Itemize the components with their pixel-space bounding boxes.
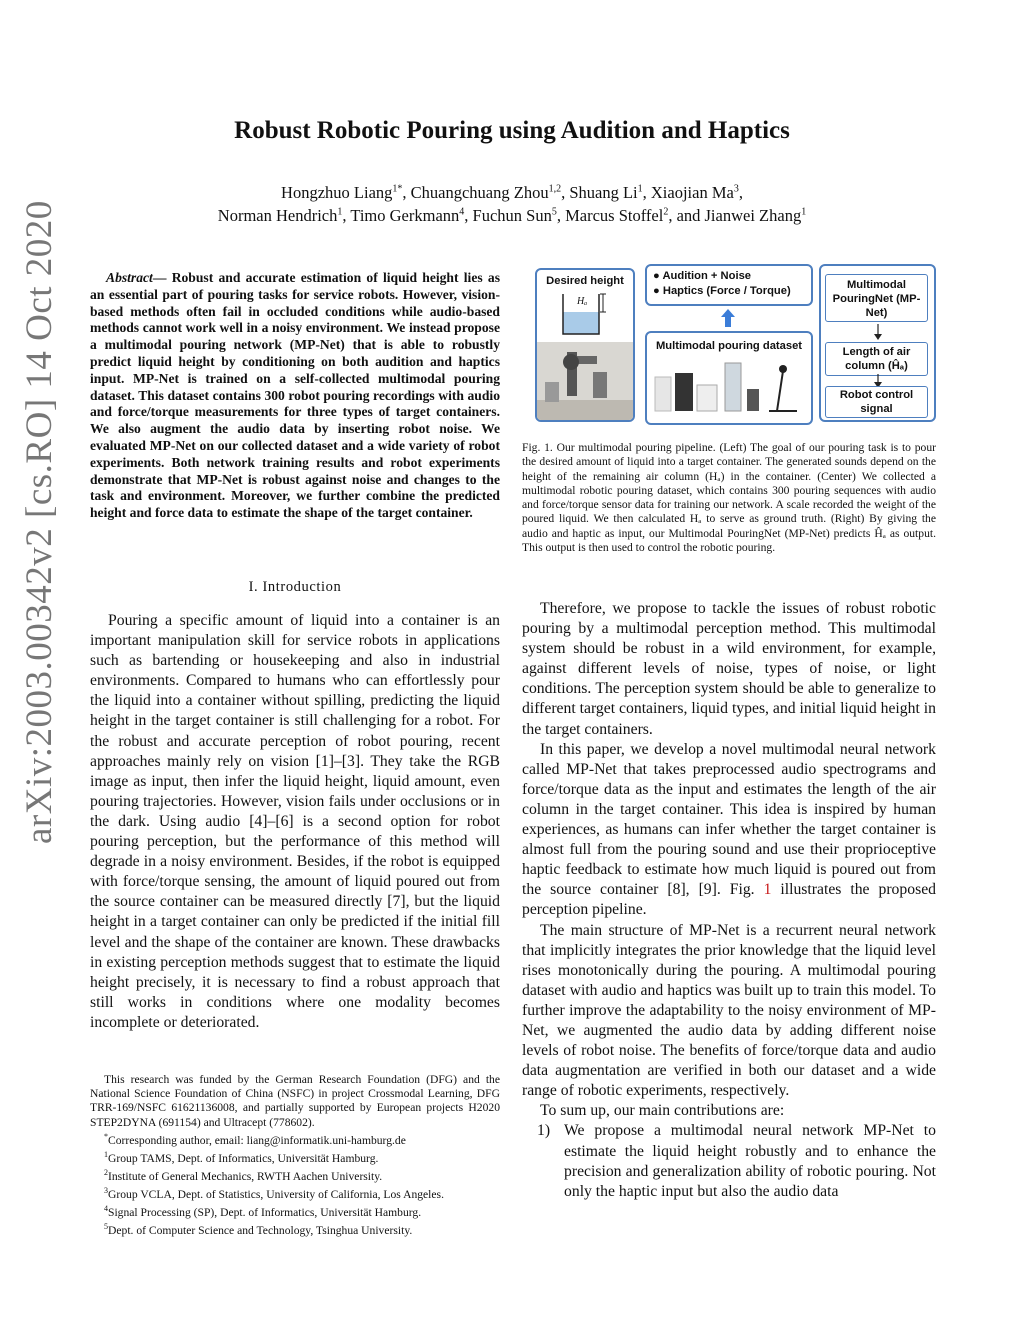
fig-mpnet-box	[825, 274, 928, 322]
footnote: $^4$Signal Processing (SP), Dept. of Informatics, Universität Hamburg.	[104, 1204, 422, 1219]
arxiv-stamp: arXiv:2003.00342v2 [cs.RO] 14 Oct 2020	[19, 200, 60, 844]
footnotes	[90, 1073, 500, 1238]
funding-note: This research was funded by the German Research Foundation (DFG) and the National Science Foundation of China (NSFC) in project Crossmodal Learning, DFG TRR-169/NSFC 61621136008, and partially supported by European projects H2020 STEP2DYNA (691154) and Ultracept (778602).	[90, 1073, 500, 1129]
fig-modality-audition: ● Audition + Noise	[653, 270, 752, 282]
intro-paragraph: Pouring a specific amount of liquid into a container is an important manipulation skill for service robots in applications such as bartending or housekeeping and also in industrial environments. Compared to humans who can effortlessly pour the liquid into a container without spilling, predicting the liquid height in the target container is still challenging for a robot. For the robust and accurate perception of robot pouring, recent approaches mainly rely on vision [1]–[3]. They take the RGB image as input, then infer the liquid height, liquid amount, even pouring trajectories. However, vision fails under occlusions or in the dark. Using audio [4]–[6] is a second option for robot pouring perception, but the performance of this method will degrade in a noisy environment. Besides, if the robot is equipped with force/torque sensing, the amount of liquid poured out from the source container can be measured directly [7], but the liquid height in a target container can only be predicted if the initial fill level and the shape of the container are known. These drawbacks in existing perception methods suggest that to estimate the liquid height precisely, it is necessary to find a robust approach that still works in conditions where one modality becomes incomplete or deteriorated.	[90, 612, 500, 1031]
abstract	[90, 270, 500, 522]
author: Xiaojian Ma$^3$,	[650, 182, 743, 202]
abstract-text: Robust and accurate estimation of liquid height lies as an essential part of pouring tasks for service robots. However, vision-based methods often fail in occluded conditions while audio-based methods cannot work well in a noisy environment. We instead propose a multimodal pouring network (MP-Net) that is able to robustly predict liquid height by conditioning on both audition and haptics input. MP-Net is trained on a self-collected multimodal pouring dataset. This dataset contains 300 robot pouring recordings with audio and force/torque measurements for three types of target containers. We also augment the audio data by inserting robot noise. We evaluated MP-Net on our collected dataset and a wide variety of robot experiments. Both network training results and robot experiments demonstrate that MP-Net is robust against noise and changes to the task and environment. Moreover, we further combine the predicted height and force data to estimate the shape of the target container.	[90, 270, 500, 521]
containers-photo	[651, 359, 807, 419]
author: Fuchun Sun$^5$,	[472, 205, 566, 225]
abstract-lead: Abstract	[106, 270, 153, 285]
section-heading-introduction: I. Introduction	[248, 579, 342, 595]
fig-air-column-box	[825, 342, 928, 376]
author: Chuangchuang Zhou$^{1,2}$,	[410, 182, 570, 202]
authors-line-1	[90, 178, 934, 204]
author: Shuang Li$^1$,	[569, 182, 651, 202]
figure-caption: Fig. 1. Our multimodal pouring pipeline. (Left) The goal of our pouring task is to pour the desired amount of liquid into a target container. The generated sounds depend on the height of the remaining air column (Hₐ) in the container. (Center) We collected a multimodal robotic pouring dataset, which contains 300 pouring sequences with audio and force/torque sensor data for training our network. A scale recorded the weight of the poured liquid. We then calculated Hₐ to serve as ground truth. (Right) By giving the audio and haptic as input, our Multimodal PouringNet (MP-Net) predicts Ĥₐ as output. This output is then used to control the robotic pouring.	[522, 441, 936, 555]
paragraph: Therefore, we propose to tackle the issues of robust robotic pouring by a multimodal perception method. This multimodal system should be robust in a wild environment, for example, against different levels of noise, types of noise, or light conditions. The perception system should be able to generalize to different target containers, liquid types, and initial liquid height in the target containers.	[522, 600, 936, 738]
figure-1	[522, 263, 936, 427]
footnote: $^5$Dept. of Computer Science and Technology, Tsinghua University.	[104, 1222, 413, 1237]
paragraph: In this paper, we develop a novel multimodal neural network called MP-Net that takes preprocessed audio spectrograms and force/torque data as the input and estimates the length of the air column in the target container. This idea is inspired by human experiences, as humans can infer whether the target container is almost full from the pouring sound and use their proprioceptive haptic feedback to estimate how much liquid is poured out from the source container [8], [9]. Fig. 1 illustrates the proposed perception pipeline.	[522, 740, 937, 919]
footnote: $^3$Group VCLA, Dept. of Statistics, University of California, Los Angeles.	[104, 1186, 444, 1201]
fig-h-label: Hₐ	[577, 296, 588, 307]
list-text: We propose a multimodal neural network MP-Net to estimate the liquid height robustly and to enhance the precision and generalization ability of robotic pouring. Not only the haptic input but also the audio data	[564, 1122, 936, 1200]
footnote: $^1$Group TAMS, Dept. of Informatics, Universität Hamburg.	[104, 1149, 379, 1165]
arrow-down-icon	[873, 324, 883, 340]
fig-modalities-panel	[645, 264, 813, 306]
author: Jianwei Zhang$^1$	[704, 205, 807, 225]
contributions-heading: To sum up, our main contributions are:	[540, 1102, 785, 1120]
author: Marcus Stoffel$^2$, and	[565, 205, 705, 225]
fig-left-panel	[535, 268, 635, 422]
paragraph: The main structure of MP-Net is a recurrent neural network that implicitly integrates the prior knowledge that the liquid level rises monotonically during the pouring. A multimodal pouring dataset with audio and haptics was built up to train this model. To further improve the adaptability to the noisy environment of MP-Net, we augmented the audio data by adding different noise levels of robot noise. The benefits of force/torque data and audio data augmentation are verified in both our dataset and a wide range of robotic experiments, respectively.	[522, 921, 936, 1100]
fig-dataset-panel	[645, 331, 813, 425]
author: Timo Gerkmann$^4$,	[350, 205, 473, 225]
list-number: 1)	[537, 1122, 551, 1140]
list-item	[522, 1121, 936, 1201]
fig-robot-control-box	[825, 386, 928, 418]
fig-robot-control-label: Robot control signal	[839, 389, 914, 415]
robot-photo	[537, 342, 633, 420]
abstract-dash: —	[152, 270, 172, 285]
right-column	[522, 599, 936, 1202]
author: Norman Hendrich$^1$,	[217, 205, 351, 225]
authors-line-2	[90, 201, 934, 227]
figure-link[interactable]: 1	[763, 881, 772, 899]
fig-air-column-label: Length of air column (Ĥₐ)	[842, 346, 911, 372]
paper-title: Robust Robotic Pouring using Audition and Haptics	[234, 117, 790, 144]
fig-dataset-label: Multimodal pouring dataset	[655, 340, 803, 352]
fig-desired-height-label: Desired height	[546, 275, 624, 287]
arrow-up-icon	[721, 309, 735, 327]
author: Hongzhuo Liang$^{1*}$,	[281, 182, 411, 202]
fig-modality-haptics: ● Haptics (Force / Torque)	[653, 285, 791, 297]
fig-right-panel	[819, 264, 936, 422]
footnote: $^2$Institute of General Mechanics, RWTH Aachen University.	[104, 1167, 383, 1183]
footnote: *Corresponding author, email: liang@informatik.uni-hamburg.de	[104, 1131, 406, 1147]
fig-mpnet-label: Multimodal PouringNet (MP-Net)	[832, 279, 921, 319]
